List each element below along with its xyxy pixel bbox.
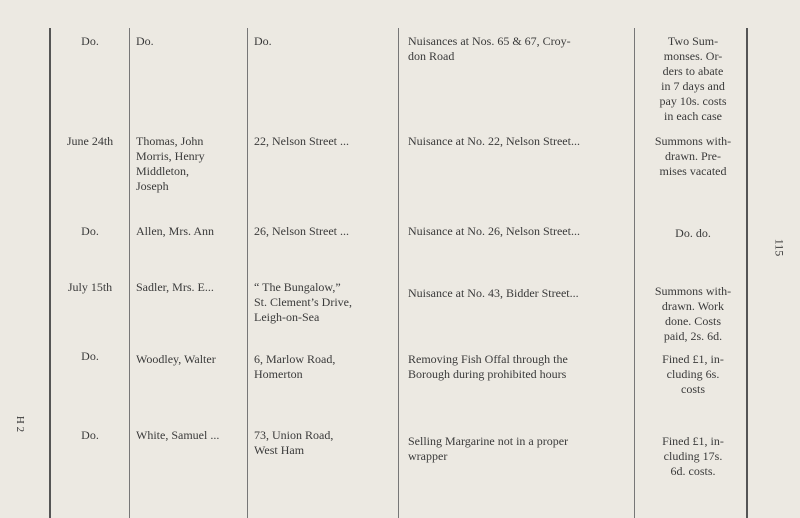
row-result: Summons with- drawn. Work done. Costs paid, 2s. 6d. [654, 284, 732, 343]
row-result: Fined £1, in- cluding 6s. costs [662, 352, 724, 396]
row-result: Fined £1, in- cluding 17s. 6d. costs. [662, 434, 724, 478]
column-rule-date [129, 28, 130, 518]
row-name: Woodley, Walter [136, 352, 216, 366]
row-address: 26, Nelson Street ... [254, 224, 349, 238]
row-name: White, Samuel ... [136, 428, 220, 442]
signature-mark: H 2 [14, 415, 27, 433]
row-offence: Removing Fish Offal through the Borough during prohibited hours [408, 352, 568, 381]
column-rule-offence [634, 28, 635, 518]
row-offence: Selling Margarine not in a proper wrapper [408, 434, 569, 463]
row-name: Sadler, Mrs. E... [136, 280, 214, 294]
row-result: Two Sum- monses. Or- ders to abate in 7 days and pay 10s. costs in each case [659, 34, 727, 123]
row-name: Thomas, John Morris, Henry Middleton, Joseph [136, 134, 205, 193]
row-name: Do. [136, 34, 154, 48]
row-date: July 15th [67, 280, 113, 294]
right-border-rule [746, 28, 748, 518]
column-rule-address [398, 28, 399, 518]
row-address: 6, Marlow Road, Homerton [254, 352, 336, 381]
row-offence: Nuisance at No. 22, Nelson Street... [408, 134, 580, 148]
row-date: June 24th [66, 134, 114, 148]
row-address: 22, Nelson Street ... [254, 134, 349, 148]
left-border-rule [49, 28, 51, 518]
row-address: “ The Bungalow,” St. Clement’s Drive, Leigh-on-Sea [254, 280, 352, 324]
row-name: Allen, Mrs. Ann [136, 224, 214, 238]
row-offence: Nuisances at Nos. 65 & 67, Croy- don Road [408, 34, 571, 63]
page-number: 115 [772, 238, 787, 257]
row-date: Do. [81, 349, 99, 363]
row-offence: Nuisance at No. 43, Bidder Street... [408, 286, 579, 300]
row-result: Summons with- drawn. Pre- mises vacated [654, 134, 732, 178]
row-date: Do. [81, 224, 99, 238]
row-result: Do. do. [675, 226, 711, 240]
row-date: Do. [81, 428, 99, 442]
row-offence: Nuisance at No. 26, Nelson Street... [408, 224, 580, 238]
column-rule-name [247, 28, 248, 518]
row-address: 73, Union Road, West Ham [254, 428, 334, 457]
row-date: Do. [81, 34, 99, 48]
row-address: Do. [254, 34, 272, 48]
